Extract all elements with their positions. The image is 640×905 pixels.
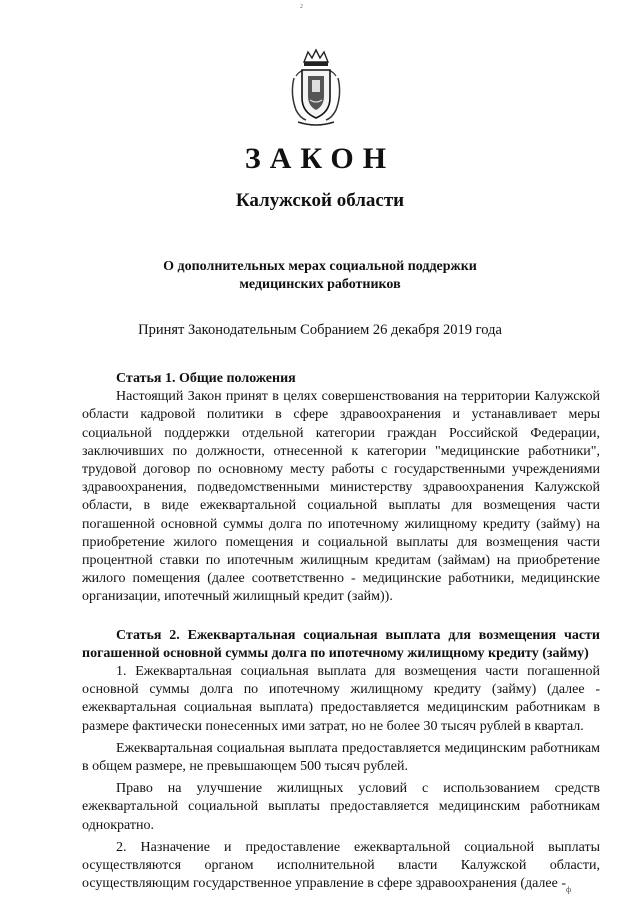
article-2-paragraph-3: Право на улучшение жилищных условий с использованием средств ежеквартальной социальной выплаты предоставляется медицинским работникам однократно. bbox=[82, 781, 600, 833]
article-2-title: Статья 2. Ежеквартальная социальная выплата для возмещения части погашенной основной суммы долга по ипотечному жилищному кредиту (займу) bbox=[82, 627, 600, 661]
coat-of-arms-emblem-icon bbox=[288, 48, 344, 128]
scan-mark: ф bbox=[566, 885, 572, 894]
article-1-title: Статья 1. Общие положения bbox=[116, 371, 296, 386]
law-body bbox=[82, 370, 600, 893]
law-title: ЗАКОН bbox=[244, 142, 396, 175]
adoption-date: Принят Законодательным Собранием 26 декабря 2019 года bbox=[138, 322, 502, 338]
law-subject-line-2: медицинских работников bbox=[239, 277, 401, 292]
region-title: Калужской области bbox=[235, 190, 405, 211]
page-mark: 2 bbox=[300, 4, 303, 10]
law-subject bbox=[130, 258, 510, 294]
article-2-paragraph-1: 1. Ежеквартальная социальная выплата для возмещения части погашенной основной суммы долга по ипотечному жилищному кредиту (займу) (далее - ежеквартальная социальная выплата) предоставляется медицинским работникам в размере фактически понесенных ими затрат, но не более 30 тысяч рублей в квартал. bbox=[82, 664, 600, 734]
article-2-paragraph-2: Ежеквартальная социальная выплата предоставляется медицинским работникам в общем размере, не превышающем 500 тысяч рублей. bbox=[82, 740, 600, 775]
article-2-paragraph-4: 2. Назначение и предоставление ежеквартальной социальной выплаты осуществляются органом исполнительной власти Калужской области, осуществляющим государственное управление в сфере здравоохранения (далее - bbox=[82, 839, 600, 892]
article-1-text: Настоящий Закон принят в целях совершенствования на территории Калужской области кадровой политики в сфере здравоохранения и устанавливает меры социальной поддержки отдельной категории граждан Российской Федерации, заключивших по должности, отнесенной к категории "медицинские работники", трудовой договор по основному месту работы с государственными учреждениями здравоохранения, подведомственными министерству здравоохранения Калужской области, в виде ежеквартальной социальной выплаты для возмещения части погашенной основной суммы долга по ипотечному жилищному кредиту (займу) на приобретение жилого помещения и социальной выплаты для возмещения части процентной ставки по ипотечным жилищным кредитам (займам) на приобретение жилого помещения (далее соответственно - медицинские работники, медицинские организации, ипотечный жилищный кредит (займ)). bbox=[82, 389, 600, 605]
law-subject-line-1: О дополнительных мерах социальной поддержки bbox=[163, 259, 477, 274]
